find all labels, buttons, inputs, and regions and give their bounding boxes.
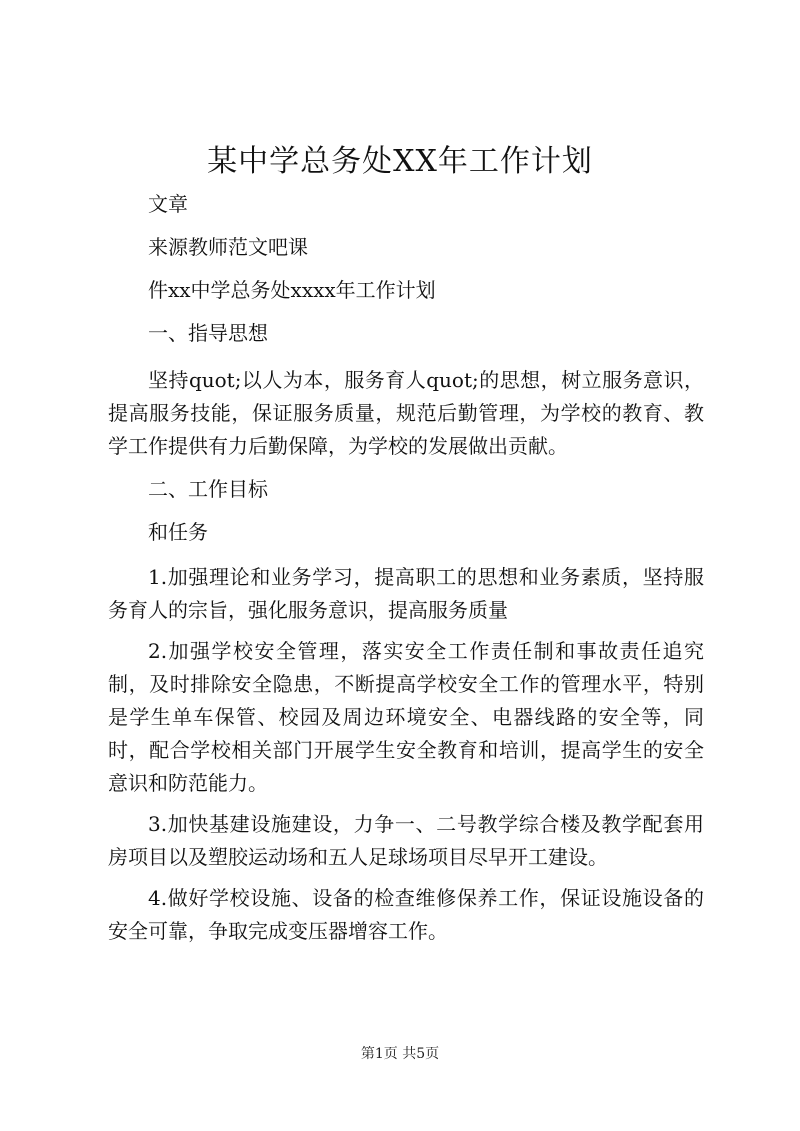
list-item-2: 2.加强学校安全管理，落实安全工作责任制和事故责任追究制，及时排除安全隐患，不断提高学校安全工作的管理水平，特别是学生单车保管、校园及周边环境安全、电器线路的安全等，同时，配合学校相关部门开展学生安全教育和培训，提高学生的安全意识和防范能力。 <box>108 639 704 795</box>
document-title: 某中学总务处XX年工作计划 <box>207 144 593 179</box>
list-item-4: 4.做好学校设施、设备的检查维修保养工作，保证设施设备的安全可靠，争取完成变压器增容工作。 <box>108 886 704 943</box>
paragraph-guiding: 坚持quot;以人为本，服务育人quot;的思想，树立服务意识，提高服务技能，保证服务质量，规范后勤管理，为学校的教育、教学工作提供有力后勤保障，为学校的发展做出贡献。 <box>108 368 704 458</box>
section-heading-goals-cont: 和任务 <box>148 520 208 544</box>
text-line-article: 文章 <box>148 192 188 216</box>
document-body <box>108 188 704 948</box>
text-line-plan-name: 件xx中学总务处xxxx年工作计划 <box>148 278 436 302</box>
text-line-source: 来源教师范文吧课 <box>148 235 308 259</box>
section-heading-goals: 二、工作目标 <box>148 477 268 501</box>
list-item-1: 1.加强理论和业务学习，提高职工的思想和业务素质，坚持服务育人的宗旨，强化服务意识，提高服务质量 <box>108 565 704 622</box>
section-heading-guiding: 一、指导思想 <box>148 321 268 345</box>
list-item-3: 3.加快基建设施建设，力争一、二号教学综合楼及教学配套用房项目以及塑胶运动场和五人足球场项目尽早开工建设。 <box>108 812 704 869</box>
page-footer: 第1页 共5页 <box>360 1046 440 1062</box>
